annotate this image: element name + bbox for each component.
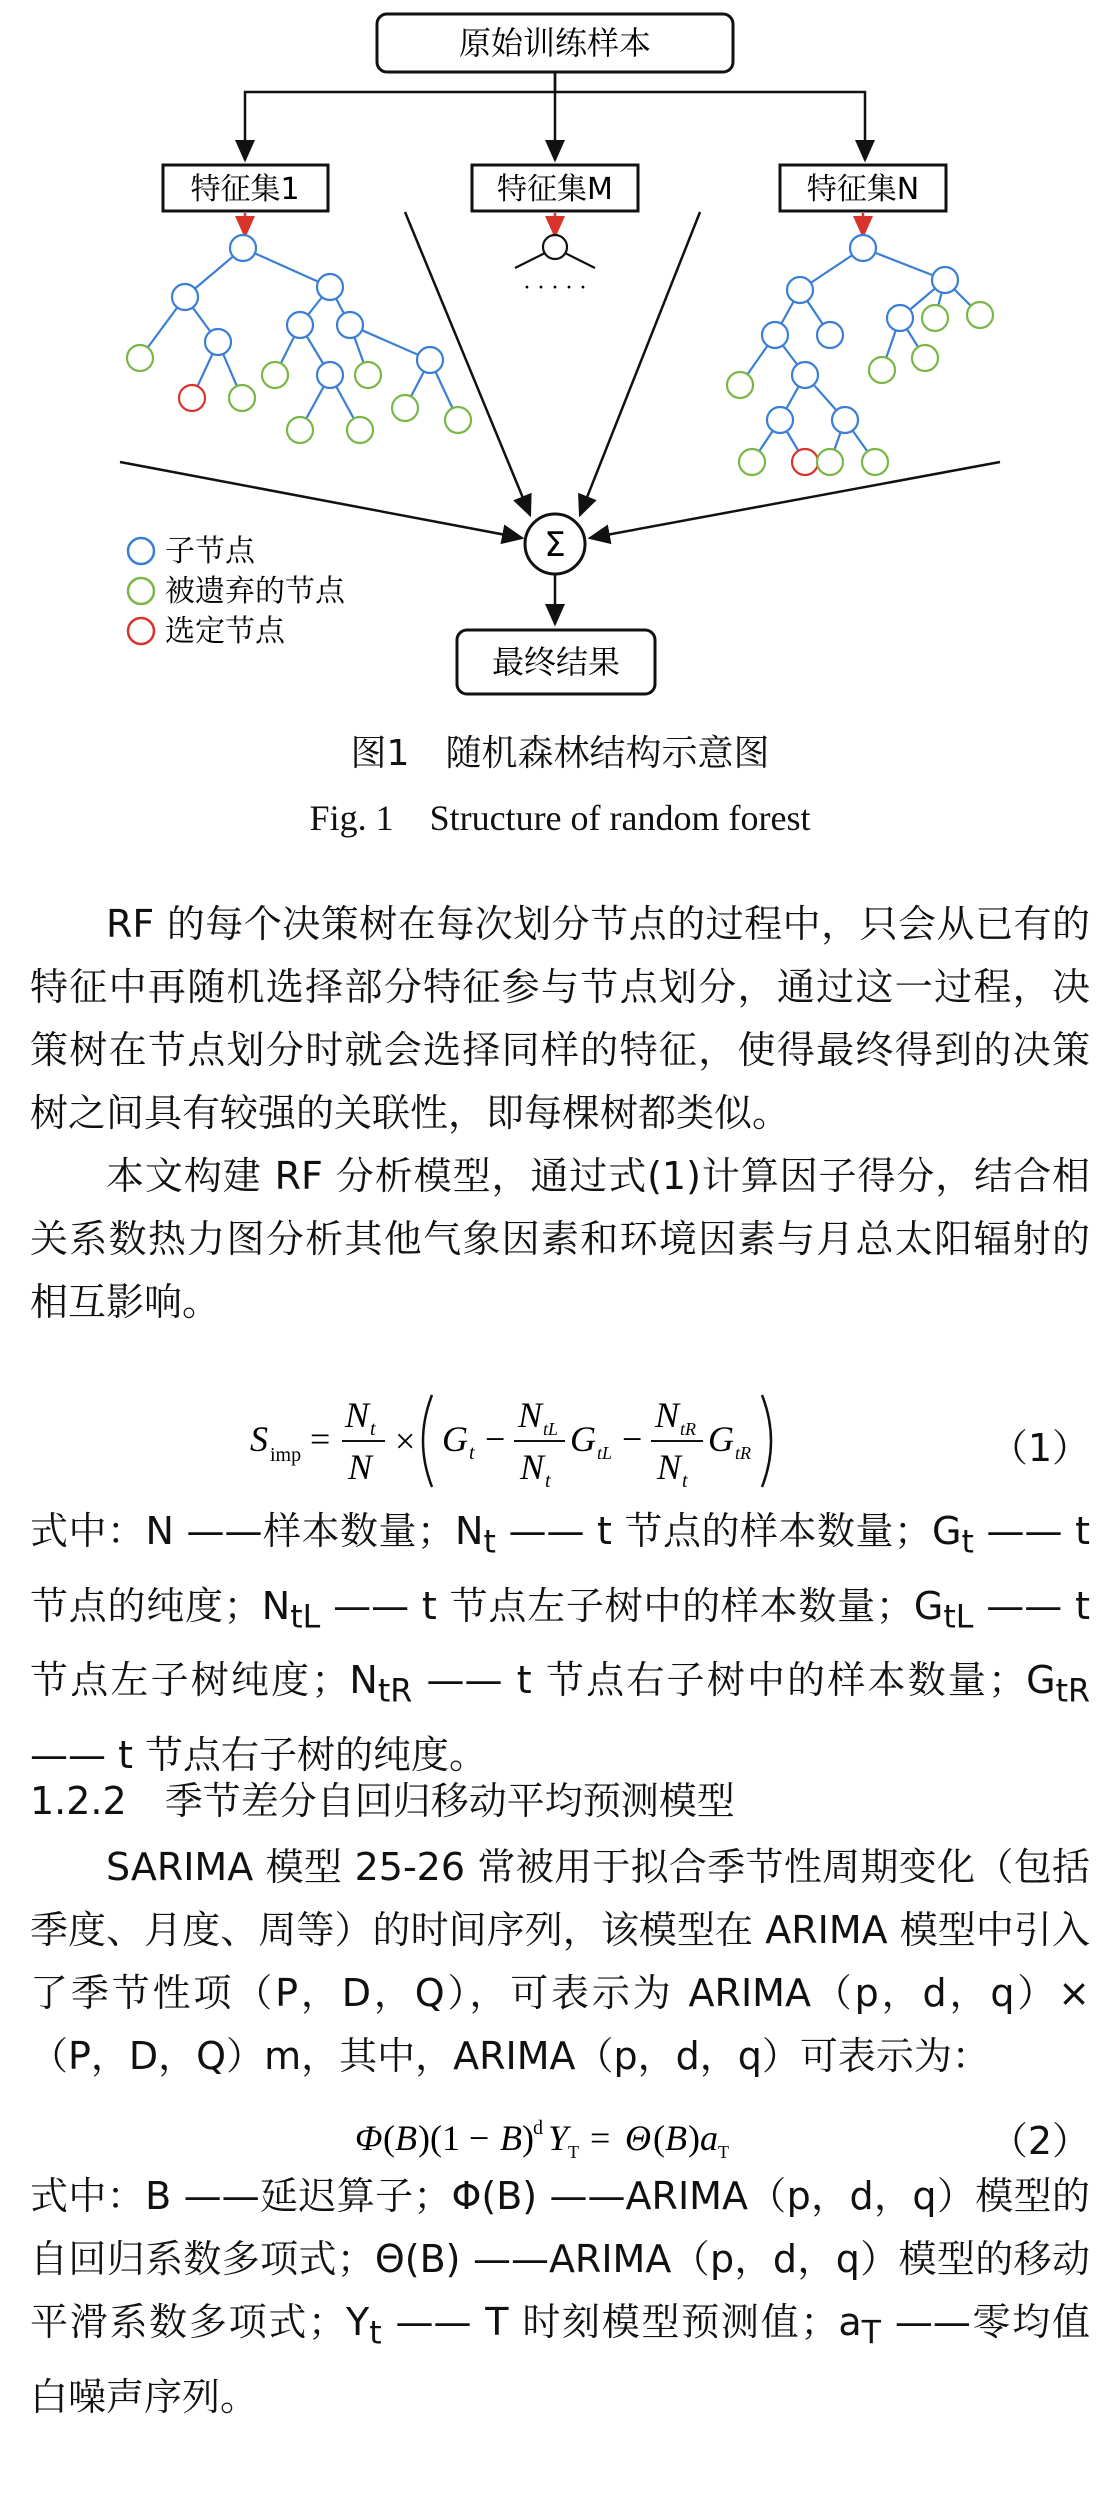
svg-text:)(1 −: )(1 − bbox=[418, 2118, 490, 2158]
paragraph-2-text: 本文构建 RF 分析模型，通过式(1)计算因子得分，结合相关系数热力图分析其他气象因素和环境因素与月总太阳辐射的相互影响。 bbox=[30, 1154, 1090, 1324]
svg-text:(: ( bbox=[383, 2118, 395, 2158]
svg-text:N: N bbox=[657, 1447, 682, 1487]
paragraph-2 bbox=[30, 1145, 1090, 1334]
svg-text:Θ: Θ bbox=[625, 2118, 651, 2158]
svg-text:N: N bbox=[655, 1395, 680, 1435]
figure-caption-en: Fig. 1 Structure of random forest bbox=[309, 798, 811, 838]
final-result-label: 最终结果 bbox=[491, 643, 621, 681]
svg-text:): ) bbox=[688, 2118, 700, 2158]
svg-text:a: a bbox=[700, 2118, 718, 2158]
svg-text:G: G bbox=[708, 1419, 734, 1459]
svg-text:imp: imp bbox=[270, 1444, 302, 1466]
svg-text:N: N bbox=[345, 1395, 370, 1435]
svg-text:=: = bbox=[310, 1419, 331, 1459]
legend-child-label: 子节点 bbox=[165, 534, 255, 569]
figure-caption-cn: 图1 随机森林结构示意图 bbox=[350, 733, 770, 774]
legend-selected-label: 选定节点 bbox=[165, 614, 285, 649]
training-sample-label: 原始训练样本 bbox=[458, 24, 652, 62]
svg-text:B: B bbox=[500, 2118, 522, 2158]
svg-text:G: G bbox=[570, 1419, 596, 1459]
svg-text:G: G bbox=[442, 1419, 468, 1459]
svg-text:N: N bbox=[348, 1447, 373, 1487]
ellipsis-dots: · · · · · bbox=[523, 276, 587, 301]
middle-tree bbox=[515, 235, 595, 301]
legend-discarded-label: 被遗弃的节点 bbox=[165, 574, 345, 609]
svg-text:=: = bbox=[590, 2118, 611, 2158]
svg-text:Y: Y bbox=[548, 2118, 569, 2158]
equation-1 bbox=[0, 1375, 1120, 1495]
section-heading: 1.2.2 季节差分自回归移动平均预测模型 bbox=[30, 1779, 735, 1823]
equation-2 bbox=[0, 2100, 1120, 2170]
feature-set-1-label: 特征集1 bbox=[190, 172, 300, 207]
svg-text:B: B bbox=[395, 2118, 417, 2158]
paragraph-1 bbox=[30, 893, 1090, 1145]
svg-text:−: − bbox=[622, 1419, 643, 1459]
equation-1-number: （1） bbox=[989, 1426, 1090, 1470]
svg-text:tR: tR bbox=[680, 1419, 696, 1439]
legend-child-swatch bbox=[128, 538, 154, 564]
paragraph-5-text: 式中：B ——延迟算子；Φ(B) ——ARIMA（p，d，q）模型的自回归系数多项式；Θ(B) ——ARIMA（p，d，q）模型的移动平滑系数多项式；$Y_t$ —— T 时刻模型预测值；$a_T$ ——零均值白噪声序列。 bbox=[30, 2174, 1090, 2419]
svg-text:t: t bbox=[370, 1418, 376, 1440]
svg-text:t: t bbox=[469, 1442, 475, 1464]
svg-text:T: T bbox=[718, 2142, 729, 2162]
svg-text:d: d bbox=[533, 2117, 543, 2139]
sum-symbol: Σ bbox=[544, 525, 566, 565]
equation-1-formula bbox=[0, 1375, 1120, 1495]
svg-text:): ) bbox=[522, 2118, 534, 2158]
paragraph-5 bbox=[30, 2165, 1090, 2429]
paragraph-4-text: SARIMA 模型 25-26 常被用于拟合季节性周期变化（包括季度、月度、周等）的时间序列，该模型在 ARIMA 模型中引入了季节性项（P，D，Q），可表示为 ARIMA（p，d，q）×（P，D，Q）m，其中，ARIMA（p，d，q）可表示为： bbox=[30, 1845, 1090, 2078]
svg-text:T: T bbox=[568, 2142, 579, 2162]
svg-text:B: B bbox=[665, 2118, 687, 2158]
svg-text:×: × bbox=[395, 1421, 416, 1461]
svg-text:t: t bbox=[682, 1470, 688, 1492]
equation-2-number: （2） bbox=[989, 2119, 1090, 2163]
random-forest-figure bbox=[0, 0, 1120, 830]
svg-text:tL: tL bbox=[597, 1443, 613, 1463]
paragraph-3-text: 式中：N ——样本数量；$N_t$ —— t 节点的样本数量；$G_t$ —— t 节点的纯度；$N_{tL}$ —— t 节点左子树中的样本数量；$G_{tL}$ —— t 节点左子树纯度；$N_{tR}$ —— t 节点右子树中的样本数量；$G_{tR}$ —— t 节点右子树的纯度。 bbox=[30, 1509, 1091, 1777]
paragraph-3 bbox=[30, 1500, 1090, 1787]
paragraph-1-text: RF 的每个决策树在每次划分节点的过程中，只会从已有的特征中再随机选择部分特征参与节点划分，通过这一过程，决策树在节点划分时就会选择同样的特征，使得最终得到的决策树之间具有较强的关联性，即每棵树都类似。 bbox=[30, 902, 1090, 1135]
svg-text:Φ: Φ bbox=[355, 2118, 383, 2158]
svg-text:tL: tL bbox=[543, 1419, 559, 1439]
equation-2-formula bbox=[0, 2100, 1120, 2170]
svg-text:t: t bbox=[545, 1470, 551, 1492]
svg-text:S: S bbox=[250, 1419, 268, 1459]
legend-selected-swatch bbox=[128, 618, 154, 644]
legend bbox=[128, 534, 346, 649]
svg-text:−: − bbox=[485, 1419, 506, 1459]
svg-text:N: N bbox=[518, 1395, 543, 1435]
feature-set-m-label: 特征集M bbox=[497, 172, 613, 207]
svg-text:(: ( bbox=[653, 2118, 665, 2158]
svg-text:N: N bbox=[520, 1447, 545, 1487]
svg-text:tR: tR bbox=[735, 1443, 751, 1463]
legend-discarded-swatch bbox=[128, 578, 154, 604]
paragraph-4 bbox=[30, 1836, 1090, 2088]
feature-set-n-label: 特征集N bbox=[806, 172, 920, 207]
